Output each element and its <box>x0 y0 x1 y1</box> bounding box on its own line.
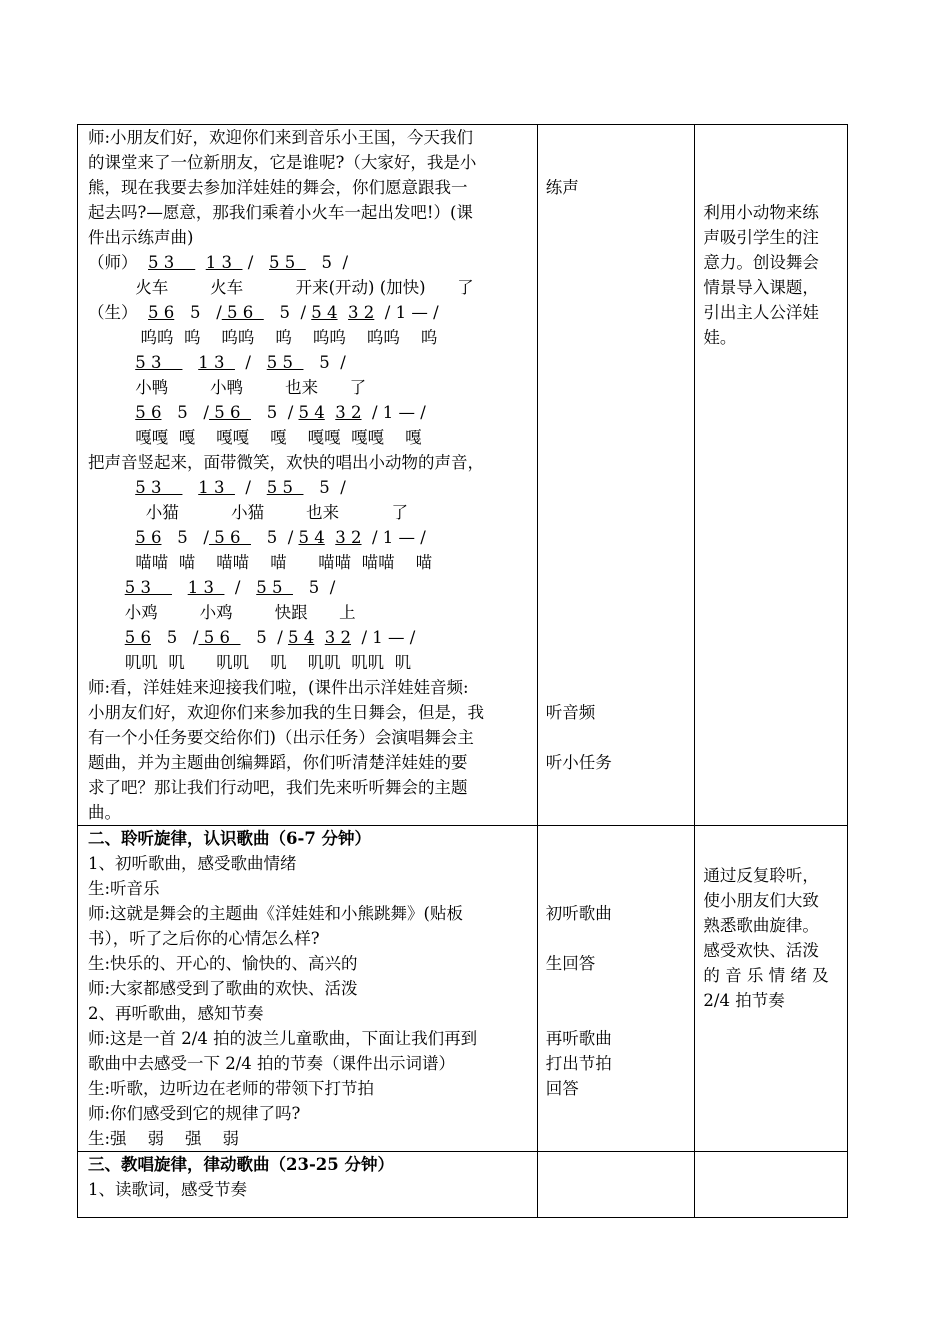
notation-text: （师） <box>88 253 148 272</box>
text-line: 师:你们感受到它的规律了吗? <box>88 1104 301 1123</box>
text-line: 熊，现在我要去参加洋娃娃的舞会，你们愿意跟我一 <box>88 178 468 197</box>
text-line: 书），听了之后你的心情怎么样? <box>88 929 320 948</box>
text-line: 练声 <box>545 178 579 197</box>
notation-text: / 1 — / <box>361 528 426 547</box>
notation-text: 5 / <box>250 528 299 547</box>
notation-text: / 1 — / <box>361 403 426 422</box>
design-intent-cell <box>695 826 848 1152</box>
text-line: 叽叽 叽 叽叽 叽 叽叽 叽叽 叽 <box>88 653 412 672</box>
text-line: 师:这就是舞会的主题曲《洋娃娃和小熊跳舞》(贴板 <box>88 904 463 923</box>
text-line <box>88 250 529 275</box>
text-line: 曲。 <box>88 803 121 822</box>
notation-group: 5 6 <box>221 303 264 322</box>
text-line <box>546 876 687 901</box>
text-line: 意力。创设舞会 <box>703 253 819 272</box>
text-line: 生:快乐的、开心的、愉快的、高兴的 <box>88 954 358 973</box>
text-line: 娃。 <box>703 328 737 347</box>
notation-text: / <box>224 578 257 597</box>
text-line <box>546 300 687 325</box>
text-line: 生:强 弱 强 弱 <box>88 1129 239 1148</box>
text-line <box>546 200 687 225</box>
text-line: 听小任务 <box>545 753 612 772</box>
text-line: 利用小动物来练 <box>703 203 819 222</box>
text-line <box>546 600 687 625</box>
text-line: 1、初听歌曲，感受歌曲情绪 <box>88 854 297 873</box>
text-line <box>546 225 687 250</box>
text-line: 歌曲中去感受一下 2/4 拍的节奏（课件出示词谱） <box>88 1054 456 1073</box>
notation-group: 5 3 <box>135 353 183 372</box>
notation-text <box>172 578 188 597</box>
notation-text: 5 / <box>303 353 346 372</box>
text-line <box>88 625 529 650</box>
notation-group: 5 4 <box>298 403 325 422</box>
notation-group: 5 3 <box>124 578 172 597</box>
notation-group: 1 3 <box>205 253 243 272</box>
plan-row <box>78 826 848 1152</box>
text-line <box>546 675 687 700</box>
notation-text: / 1 — / <box>374 303 439 322</box>
text-line: 师:看，洋娃娃来迎接我们啦，(课件出示洋娃娃音频: <box>88 678 469 697</box>
text-line: 2/4 拍节奏 <box>703 991 785 1010</box>
notation-text <box>88 478 135 497</box>
text-line <box>88 350 529 375</box>
notation-group: 3 2 <box>324 628 352 647</box>
notation-text: （生） <box>88 303 148 322</box>
notation-group: 1 3 <box>187 578 225 597</box>
notation-text <box>182 353 198 372</box>
text-line <box>546 550 687 575</box>
text-line <box>703 125 841 150</box>
text-line <box>88 525 529 550</box>
text-line <box>546 150 687 175</box>
teaching-process-cell <box>78 826 538 1152</box>
lesson-plan-table <box>77 124 848 1218</box>
text-line <box>546 450 687 475</box>
text-line <box>546 400 687 425</box>
plan-row <box>78 125 848 826</box>
text-line <box>546 475 687 500</box>
text-line <box>546 575 687 600</box>
text-line: 起去吗?—愿意，那我们乘着小火车一起出发吧!）(课 <box>88 203 473 222</box>
text-line <box>546 625 687 650</box>
text-line <box>88 300 529 325</box>
text-line <box>546 250 687 275</box>
text-line: 再听歌曲 <box>545 1029 612 1048</box>
text-line: 情景导入课题， <box>703 278 819 297</box>
text-line: 喵喵 喵 喵喵 喵 喵喵 喵喵 喵 <box>88 553 433 572</box>
text-line <box>88 575 529 600</box>
notation-text: 5 / <box>240 628 289 647</box>
student-activity-cell <box>537 1152 695 1218</box>
notation-text: 5 / <box>161 528 209 547</box>
text-line: 师:小朋友们好，欢迎你们来到音乐小王国，今天我们 <box>88 128 474 147</box>
text-line: 小鸭 小鸭 也来 了 <box>88 378 367 397</box>
notation-text: / <box>234 478 267 497</box>
text-line <box>546 275 687 300</box>
text-line: 打出节拍 <box>545 1054 612 1073</box>
notation-text: 5 / <box>150 628 199 647</box>
notation-text: 5 / <box>174 303 222 322</box>
notation-group: 5 5 <box>256 578 293 597</box>
text-line <box>546 350 687 375</box>
notation-group: 5 3 <box>135 478 183 497</box>
notation-text: 5 / <box>250 403 299 422</box>
notation-group: 5 6 <box>148 303 175 322</box>
notation-group: 5 6 <box>135 403 162 422</box>
text-line: 引出主人公洋娃 <box>703 303 819 322</box>
notation-text <box>195 253 206 272</box>
notation-text <box>325 403 336 422</box>
design-intent-cell <box>695 1152 848 1218</box>
notation-group: 5 6 <box>198 628 241 647</box>
text-line: 生:听歌，边听边在老师的带领下打节拍 <box>88 1079 375 1098</box>
notation-group: 5 3 <box>148 253 196 272</box>
text-line <box>546 525 687 550</box>
text-line: 2、再听歌曲，感知节奏 <box>88 1004 264 1023</box>
notation-text: 5 / <box>161 403 209 422</box>
notation-text <box>325 528 336 547</box>
notation-group: 5 6 <box>209 528 251 547</box>
notation-text: / 1 — / <box>351 628 416 647</box>
text-line <box>546 650 687 675</box>
text-line: 有一个小任务要交给你们)（出示任务）会演唱舞会主 <box>88 728 474 747</box>
text-line: 题曲，并为主题曲创编舞蹈，你们听清楚洋娃娃的要 <box>88 753 468 772</box>
text-line <box>703 150 841 175</box>
text-line <box>546 325 687 350</box>
text-line: 熟悉歌曲旋律。 <box>703 916 819 935</box>
text-line: 件出示练声曲) <box>88 228 194 247</box>
lesson-plan-body <box>78 125 848 1218</box>
plan-row <box>78 1152 848 1218</box>
text-line <box>88 475 529 500</box>
text-line: 三、教唱旋律，律动歌曲（23-25 分钟） <box>88 1155 395 1174</box>
notation-text: / <box>234 353 267 372</box>
teaching-process-cell <box>78 1152 538 1218</box>
notation-text: 5 / <box>292 578 336 597</box>
text-line: 1、读歌词，感受节奏 <box>88 1180 247 1199</box>
notation-text <box>88 403 135 422</box>
notation-text <box>314 628 325 647</box>
text-line <box>703 175 841 200</box>
text-line <box>703 838 841 863</box>
text-line: 火车 火车 开来(开动) (加快) 了 <box>88 278 474 297</box>
text-line: 小朋友们好，欢迎你们来参加我的生日舞会，但是，我 <box>88 703 484 722</box>
text-line: 求了吧？那让我们行动吧，我们先来听听舞会的主题 <box>88 778 468 797</box>
text-line <box>546 826 687 851</box>
notation-group: 5 6 <box>209 403 251 422</box>
text-line <box>88 400 529 425</box>
text-line: 师:大家都感受到了歌曲的欢快、活泼 <box>88 979 358 998</box>
notation-group: 5 4 <box>311 303 338 322</box>
text-line: 初听歌曲 <box>545 904 612 923</box>
notation-group: 5 5 <box>266 353 304 372</box>
design-intent-cell <box>695 125 848 826</box>
notation-group: 1 3 <box>198 478 235 497</box>
notation-text: 5 / <box>305 253 349 272</box>
notation-group: 3 2 <box>335 403 362 422</box>
notation-group: 1 3 <box>198 353 235 372</box>
notation-text <box>88 628 125 647</box>
teaching-process-cell <box>78 125 538 826</box>
notation-group: 5 5 <box>266 478 304 497</box>
text-line <box>546 976 687 1001</box>
student-activity-cell <box>537 826 695 1152</box>
text-line: 感受欢快、活泼 <box>703 941 819 960</box>
notation-text: 5 / <box>303 478 346 497</box>
text-line: 二、聆听旋律，认识歌曲（6-7 分钟） <box>88 829 372 848</box>
text-line: 通过反复聆听， <box>703 866 819 885</box>
notation-group: 5 5 <box>269 253 306 272</box>
notation-text <box>88 578 125 597</box>
notation-text <box>88 528 135 547</box>
text-line: 的 音 乐 情 绪 及 <box>703 966 829 985</box>
notation-text <box>338 303 349 322</box>
notation-group: 5 6 <box>135 528 162 547</box>
text-line <box>546 725 687 750</box>
text-line <box>546 425 687 450</box>
text-line <box>546 500 687 525</box>
notation-text: 5 / <box>263 303 312 322</box>
notation-text: / <box>242 253 270 272</box>
notation-group: 3 2 <box>335 528 362 547</box>
text-line: 师:这是一首 2/4 拍的波兰儿童歌曲，下面让我们再到 <box>88 1029 478 1048</box>
text-line: 声吸引学生的注 <box>703 228 819 247</box>
student-activity-cell <box>537 125 695 826</box>
notation-group: 5 4 <box>298 528 325 547</box>
text-line: 生回答 <box>545 954 596 973</box>
text-line: 听音频 <box>545 703 596 722</box>
text-line <box>546 375 687 400</box>
notation-text <box>182 478 198 497</box>
notation-group: 3 2 <box>348 303 375 322</box>
text-line: 嘎嘎 嘎 嘎嘎 嘎 嘎嘎 嘎嘎 嘎 <box>88 428 422 447</box>
text-line: 的课堂来了一位新朋友，它是谁呢?（大家好，我是小 <box>88 153 477 172</box>
text-line: 小鸡 小鸡 快跟 上 <box>88 603 356 622</box>
text-line: 小猫 小猫 也来 了 <box>88 503 409 522</box>
text-line <box>546 926 687 951</box>
notation-group: 5 4 <box>288 628 315 647</box>
notation-group: 5 6 <box>124 628 151 647</box>
text-line <box>546 851 687 876</box>
text-line: 使小朋友们大致 <box>703 891 819 910</box>
text-line: 呜呜 呜 呜呜 呜 呜呜 呜呜 呜 <box>88 328 438 347</box>
text-line: 把声音竖起来，面带微笑，欢快的唱出小动物的声音， <box>88 453 484 472</box>
text-line: 生:听音乐 <box>88 879 160 898</box>
text-line <box>546 1001 687 1026</box>
text-line: 回答 <box>545 1079 579 1098</box>
notation-text <box>88 353 135 372</box>
text-line <box>546 125 687 150</box>
